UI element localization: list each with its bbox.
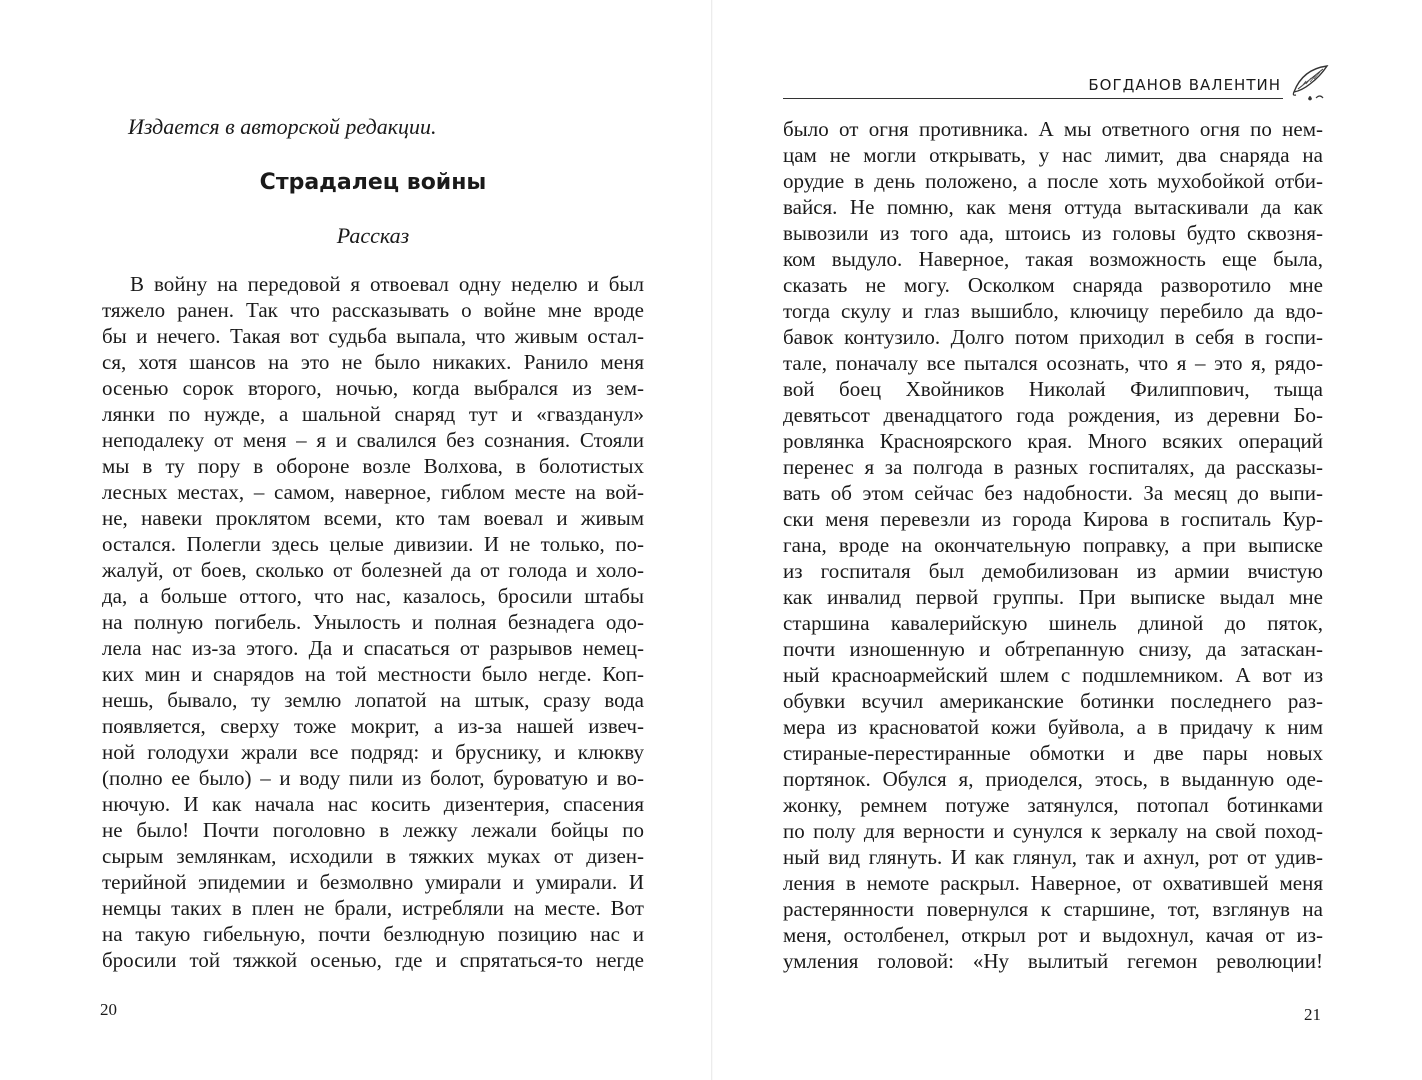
text-line: орудие в день положено, а после хоть мухобойкой отби- — [783, 169, 1323, 193]
text-line: бросили той тяжкой осенью, где и спрятаться-то негде — [102, 948, 644, 972]
text-line: цам не могли открывать, у нас лимит, два снаряда на — [783, 143, 1323, 167]
text-line: жалуй, от боев, сколько от болезней да от голода и холо- — [102, 558, 644, 582]
text-line: остался. Полегли здесь целые дивизии. И не только, по- — [102, 532, 644, 556]
text-line: (полно ее было) – и воду пили из болот, буроватую и во- — [102, 766, 644, 790]
text-line: появляется, сверху тоже мокрит, а из-за нашей извеч- — [102, 714, 644, 738]
text-line: стираные-перестиранные обмотки и две пары новых — [783, 741, 1323, 765]
text-line: ся, хотя шансов на это не было никаких. Ранило меня — [102, 350, 644, 374]
text-line: вайся. Не помню, как меня оттуда вытаскивали да как — [783, 195, 1323, 219]
text-line: бавок контузило. Долго потом приходил в себя в госпи- — [783, 325, 1323, 349]
text-line: осенью сорок второго, ночью, когда выбрался из зем- — [102, 376, 644, 400]
running-head: БОГДАНОВ ВАЛЕНТИН — [1088, 76, 1281, 94]
text-line: сказать не могу. Осколком снаряда разворотило мне — [783, 273, 1323, 297]
text-line: вывозили из того ада, штоись из головы будто сквозня- — [783, 221, 1323, 245]
left-body-text — [102, 271, 644, 973]
text-line: старшина кавалерийскую шинель длиной до пяток, — [783, 611, 1323, 635]
text-line: В войну на передовой я отвоевал одну неделю и был — [130, 272, 644, 296]
text-line: не, навеки проклятом всеми, кто там воевал и живым — [102, 506, 644, 530]
text-line: не было! Почти поголовно в лежку лежали бойцы по — [102, 818, 644, 842]
text-line: из госпиталя был демобилизован из армии вчистую — [783, 559, 1323, 583]
text-line: сырым землянкам, исходили в тяжких муках от дизен- — [102, 844, 644, 868]
text-line: лянки по нужде, а шальной снаряд тут и «гвазданул» — [102, 402, 644, 426]
text-line: меня, остолбенел, открыл рот и выдохнул, качая от из- — [783, 923, 1323, 947]
text-line: мы в ту пору в обороне возле Волхова, в болотистых — [102, 454, 644, 478]
text-line: ления в немоте раскрыл. Наверное, от охватившей меня — [783, 871, 1323, 895]
page-number-right: 21 — [1304, 1005, 1321, 1024]
feather-quill-icon — [1290, 62, 1330, 106]
text-line: ких мин и снарядов на той местности было негде. Коп- — [102, 662, 644, 686]
text-line: терийной эпидемии и безмолвно умирали и умирали. И — [102, 870, 644, 894]
text-line: бы и нечего. Такая вот судьба выпала, что живым остал- — [102, 324, 644, 348]
text-line: девятьсот двенадцатого года рождения, из деревни Бо- — [783, 403, 1323, 427]
text-line: на такую гибельную, почти безлюдную позицию нас и — [102, 922, 644, 946]
text-line: тяжело ранен. Так что рассказывать о войне мне вроде — [102, 298, 644, 322]
text-line: почти изношенную и обтрепанную снизу, да затаскан- — [783, 637, 1323, 661]
publisher-note: Издается в авторской редакции. — [128, 114, 437, 139]
text-line: ком выдуло. Наверное, такая возможность еще была, — [783, 247, 1323, 271]
text-line: лела нас из-за этого. Да и спасаться от разрывов немец- — [102, 636, 644, 660]
text-line: по полу для верности и сунулся к зеркалу на свой поход- — [783, 819, 1323, 843]
text-line: нючую. И как начала нас косить дизентерия, спасения — [102, 792, 644, 816]
text-line: ный красноармейский шлем с подшлемником. А вот из — [783, 663, 1323, 687]
text-line: тале, поначалу все пытался осознать, что я – это я, рядо- — [783, 351, 1323, 375]
text-line: портянок. Обулся я, приоделся, этось, в выданную оде- — [783, 767, 1323, 791]
text-line: жонку, ремнем потуже затянулся, потопал ботинками — [783, 793, 1323, 817]
text-line: умления головой: «Ну вылитый гегемон революции! — [783, 949, 1323, 973]
text-line: мера из красноватой кожи буйвола, а в придачу к ним — [783, 715, 1323, 739]
right-body-text — [783, 116, 1323, 974]
text-line: ски меня перевезли из города Кирова в госпиталь Кур- — [783, 507, 1323, 531]
story-genre: Рассказ — [336, 223, 410, 248]
text-line: нешь, бывало, ту землю лопатой на штык, сразу вода — [102, 688, 644, 712]
text-line: перенес я за полгода в разных госпиталях, да рассказы- — [783, 455, 1323, 479]
text-line: вой боец Хвойников Николай Филиппович, тыща — [783, 377, 1323, 401]
text-line: лесных местах, – самом, наверное, гиблом месте на вой- — [102, 480, 644, 504]
text-line: как инвалид первой группы. При выписке выдал мне — [783, 585, 1323, 609]
text-line: было от огня противника. А мы ответного огня по нем- — [783, 117, 1323, 141]
header-rule — [783, 98, 1283, 99]
text-line: обувки всучил американские ботинки последнего раз- — [783, 689, 1323, 713]
text-line: неподалеку от меня – я и свалился без сознания. Стояли — [102, 428, 644, 452]
text-line: ный вид глянуть. И как глянул, так и ахнул, рот от удив- — [783, 845, 1323, 869]
text-line: ной голодухи жрали все подряд: и бруснику, и клюкву — [102, 740, 644, 764]
text-line: да, а больше оттого, что нас, казалось, бросили штабы — [102, 584, 644, 608]
text-line: растерянности повернулся к старшине, тот, взглянув на — [783, 897, 1323, 921]
story-title: Страдалец войны — [259, 170, 487, 195]
text-line: вать об этом сейчас без надобности. За месяц до выпи- — [783, 481, 1323, 505]
text-line: на полную погибель. Унылость и полная безнадега одо- — [102, 610, 644, 634]
text-line: ровлянка Красноярского края. Много всяких операций — [783, 429, 1323, 453]
text-line: гана, вроде на окончательную поправку, а при выписке — [783, 533, 1323, 557]
text-line: немцы таких в плен не брали, истребляли на месте. Вот — [102, 896, 644, 920]
text-line: тогда скулу и глаз вышибло, ключицу перебило да вдо- — [783, 299, 1323, 323]
page-number-left: 20 — [100, 1000, 117, 1019]
